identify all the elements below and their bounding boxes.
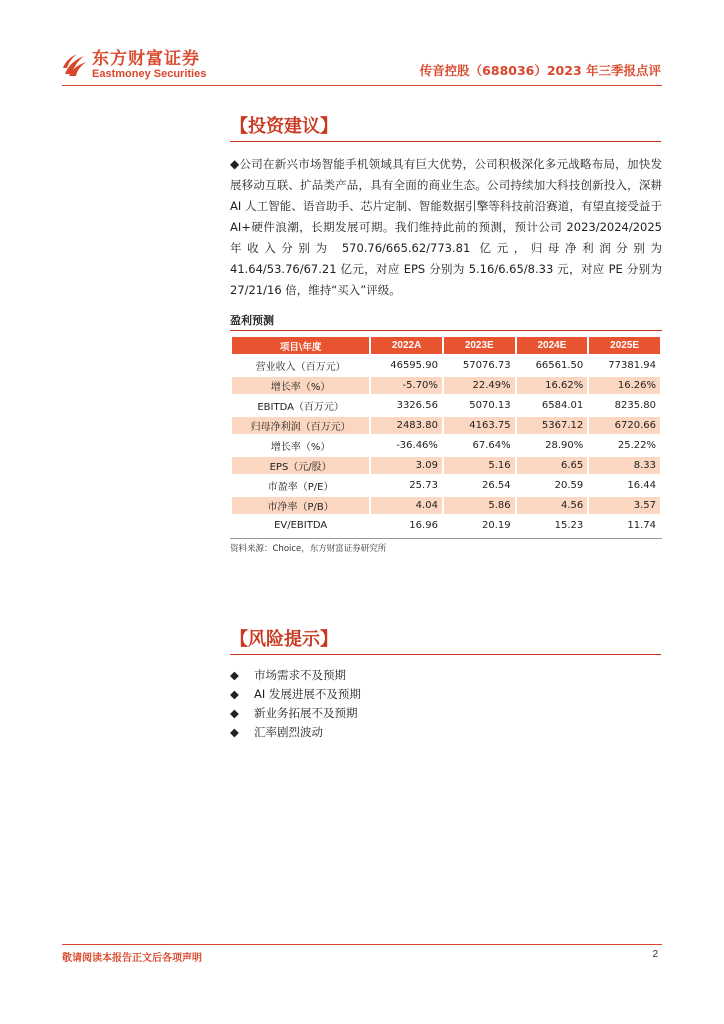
risk-item-text: 市场需求不及预期 [254, 668, 346, 682]
earnings-forecast-table [230, 334, 662, 537]
risk-item-text: 汇率剧烈波动 [254, 725, 323, 739]
row-label-cell: 市盈率（P/E） [267, 482, 334, 493]
table-caption-underline [230, 330, 662, 331]
list-item [230, 666, 361, 685]
table-row [232, 477, 660, 494]
value-cell: 4163.75 [444, 417, 515, 434]
value-cell: 16.44 [627, 480, 656, 491]
value-cell: 57076.73 [462, 360, 511, 371]
value-cell: 20.19 [481, 520, 511, 531]
diamond-bullet-icon: ◆ [230, 668, 239, 682]
diamond-bullet-icon: ◆ [230, 725, 239, 739]
header-cell-2025e: 2025E [589, 337, 660, 354]
value-cell: 16.62% [517, 377, 588, 394]
value-cell: 8235.80 [614, 400, 656, 411]
investment-section-title: 【投资建议】 [230, 116, 338, 137]
value-cell: 77381.94 [608, 360, 656, 371]
table-row [232, 357, 660, 374]
value-cell: 3.57 [589, 497, 660, 514]
value-cell: 15.23 [554, 520, 584, 531]
row-label-cell: 市净率（P/B） [232, 497, 369, 514]
footer-disclaimer: 敬请阅读本报告正文后各项声明 [62, 953, 202, 964]
investment-title-underline [230, 141, 661, 142]
value-cell: 5.16 [444, 457, 515, 474]
value-cell: 46595.90 [390, 360, 438, 371]
logo-english-name: Eastmoney Securities [92, 68, 207, 80]
table-row [232, 397, 660, 414]
value-cell: 5367.12 [517, 417, 588, 434]
value-cell: 4.56 [517, 497, 588, 514]
table-row [232, 437, 660, 454]
risk-item-text: AI 发展进展不及预期 [254, 687, 361, 701]
table-row [232, 497, 660, 514]
value-cell: 2483.80 [371, 417, 442, 434]
table-row [232, 377, 660, 394]
footer-divider [62, 944, 662, 945]
row-label-cell: 增长率（%） [270, 442, 331, 453]
value-cell: 16.26% [589, 377, 660, 394]
risk-list [230, 666, 361, 742]
table-row [232, 417, 660, 434]
diamond-bullet-icon: ◆ [230, 706, 239, 720]
header-cell-2022a: 2022A [371, 337, 442, 354]
header-divider [62, 85, 662, 86]
value-cell: -36.46% [396, 440, 438, 451]
list-item [230, 685, 361, 704]
value-cell: 28.90% [545, 440, 584, 451]
investment-paragraph [230, 154, 662, 301]
table-source-note: 资料来源：Choice，东方财富证券研究所 [230, 544, 387, 554]
value-cell: 20.59 [554, 480, 584, 491]
list-item [230, 723, 361, 742]
table-header-row [232, 337, 660, 354]
value-cell: 8.33 [589, 457, 660, 474]
risk-item-text: 新业务拓展不及预期 [254, 706, 358, 720]
list-item [230, 704, 361, 723]
value-cell: 5070.13 [469, 400, 511, 411]
risk-section-title: 【风险提示】 [230, 629, 338, 650]
value-cell: 3.09 [371, 457, 442, 474]
table-caption: 盈利预测 [230, 314, 274, 327]
eastmoney-logo-icon [62, 52, 88, 78]
row-label-cell: EBITDA（百万元） [257, 402, 344, 413]
value-cell: 16.96 [409, 520, 438, 531]
report-title: 传音控股（688036）2023 年三季报点评 [419, 63, 661, 78]
investment-text: 公司在新兴市场智能手机领域具有巨大优势，公司积极深化多元战略布局，加快发展移动互联、扩品类产品，具有全面的商业生态。公司持续加大科技创新投入，深耕 AI 人工智能、语音助手、芯片定制、智能数据引擎等科技前沿赛道，有望直接受益于 AI+硬件浪潮，长期发展可期。我们维持此前的预测，预计公司 2023/2024/2025 年收入分别为 570.76/665.62/773.81 亿元，归母净利润分别为 41.64/53.76/67.21 亿元，对应 EPS 分别为 5.16/6.65/8.33 元，对应 PE 分别为 27/21/16 倍，维持“买入”评级。 [230, 157, 663, 297]
value-cell: -5.70% [371, 377, 442, 394]
value-cell: 6584.01 [541, 400, 584, 411]
row-label-cell: 增长率（%） [232, 377, 369, 394]
company-logo [62, 50, 206, 80]
value-cell: 25.73 [409, 480, 438, 491]
header-cell-item-year: 项目\年度 [232, 337, 369, 354]
value-cell: 6720.66 [589, 417, 660, 434]
header-cell-2023e: 2023E [444, 337, 515, 354]
value-cell: 11.74 [627, 520, 656, 531]
value-cell: 6.65 [517, 457, 588, 474]
row-label-cell: 归母净利润（百万元） [232, 417, 369, 434]
row-label-cell: EV/EBITDA [274, 520, 328, 531]
value-cell: 22.49% [444, 377, 515, 394]
row-label-cell: EPS（元/股） [232, 457, 369, 474]
table-row [232, 457, 660, 474]
value-cell: 26.54 [481, 480, 511, 491]
value-cell: 5.86 [444, 497, 515, 514]
logo-chinese-name: 东方财富证券 [92, 49, 200, 69]
value-cell: 4.04 [371, 497, 442, 514]
source-divider [230, 538, 662, 539]
diamond-bullet-icon: ◆ [230, 157, 240, 171]
row-label-cell: 营业收入（百万元） [255, 362, 346, 373]
value-cell: 67.64% [472, 440, 511, 451]
diamond-bullet-icon: ◆ [230, 687, 239, 701]
value-cell: 66561.50 [535, 360, 584, 371]
header-cell-2024e: 2024E [517, 337, 588, 354]
value-cell: 3326.56 [396, 400, 438, 411]
risk-title-underline [230, 654, 661, 655]
value-cell: 25.22% [617, 440, 656, 451]
table-row [232, 517, 660, 534]
page-number: 2 [652, 949, 658, 960]
